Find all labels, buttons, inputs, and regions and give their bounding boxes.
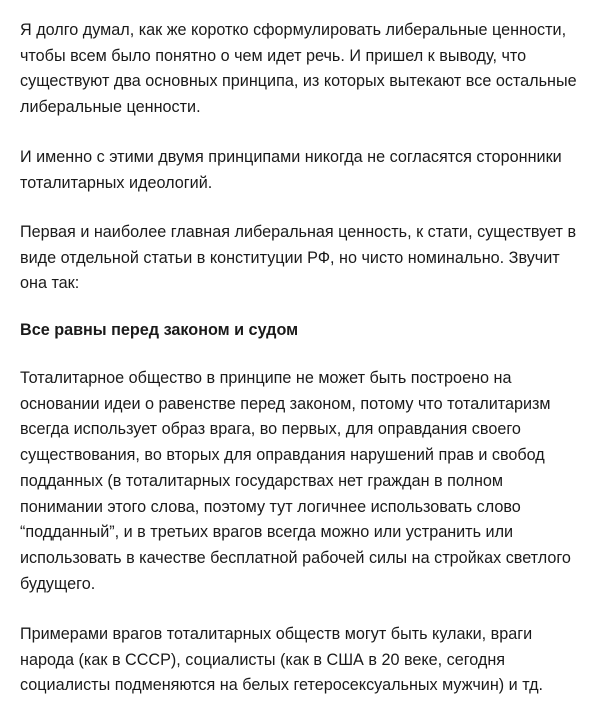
section-heading: Все равны перед законом и судом — [20, 321, 299, 339]
paragraph-line: социалисты подменяются на белых гетеросексуальных мужчин) и тд. — [20, 676, 544, 695]
paragraph-line: существования, во вторых для оправдания нарушений прав и свобод — [20, 446, 545, 465]
paragraph-first-value — [20, 220, 600, 297]
paragraph-line: виде отдельной статьи в конституции РФ, но чисто номинально. Звучит — [20, 248, 560, 267]
paragraph-line: она так: — [20, 274, 80, 293]
paragraph-line: Первая и наиболее главная либеральная ценность, к стати, существует в — [20, 223, 577, 241]
paragraph-line: использовать в качестве бесплатной рабочей силы на стройках светлого — [20, 548, 571, 567]
paragraph-line: народа (как в СССР), социалисты (как в США в 20 веке, сегодня — [20, 650, 506, 669]
paragraph-line: “подданный”, и в третьих врагов всегда можно или устранить или — [20, 523, 514, 542]
paragraph-line: основании идеи о равенстве перед законом, потому что тоталитаризм — [20, 394, 551, 413]
paragraph-enemies-examples — [20, 622, 600, 699]
paragraph-intro — [20, 18, 600, 121]
paragraph-line: существуют два основных принципа, из которых вытекают все остальные — [20, 72, 577, 91]
paragraph-line: понимании этого слова, поэтому тут логичнее использовать слово — [20, 497, 521, 516]
paragraph-totalitarian-society — [20, 366, 600, 597]
paragraph-line: либеральные ценности. — [20, 98, 201, 117]
paragraph-line: Я долго думал, как же коротко сформулировать либеральные ценности, — [20, 21, 567, 39]
paragraph-line: Тоталитарное общество в принципе не может быть построено на — [20, 369, 512, 387]
paragraph-line: Примерами врагов тоталитарных обществ могут быть кулаки, враги — [20, 625, 533, 643]
paragraph-line: чтобы всем было понятно о чем идет речь. И пришел к выводу, что — [20, 46, 527, 65]
paragraph-line: И именно с этими двумя принципами никогда не согласятся сторонники — [20, 148, 562, 166]
paragraph-line: подданных (в тоталитарных государствах нет граждан в полном — [20, 471, 504, 490]
paragraph-principles — [20, 145, 600, 196]
paragraph-line: всегда использует образ врага, во первых, для оправдания своего — [20, 420, 521, 439]
paragraph-line: тоталитарных идеологий. — [20, 173, 213, 192]
paragraph-line: будущего. — [20, 574, 96, 593]
